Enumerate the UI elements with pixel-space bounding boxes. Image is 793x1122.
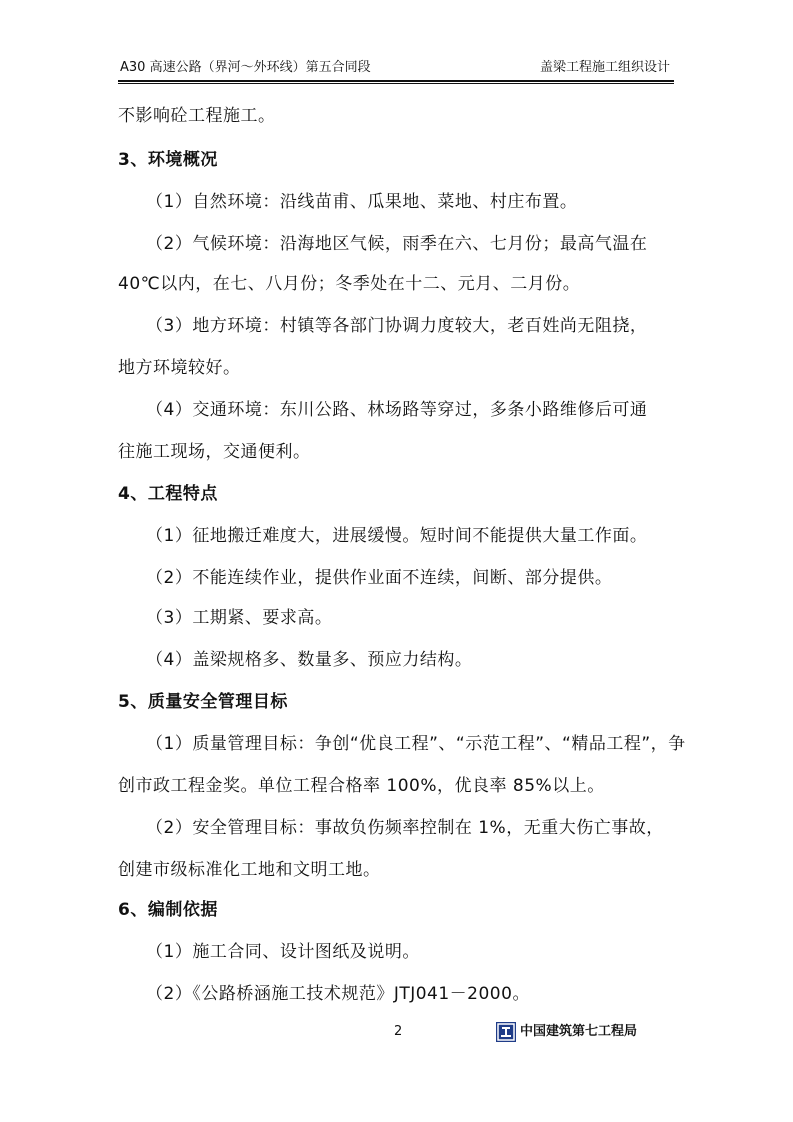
section-heading-environment: 3、环境概况: [118, 150, 218, 170]
header-document-title: 盖梁工程施工组织设计: [539, 60, 670, 75]
body-line: （1）施工合同、设计图纸及说明。: [146, 942, 420, 962]
body-line: 不影响砼工程施工。: [118, 106, 276, 126]
body-line: 往施工现场，交通便利。: [118, 442, 311, 462]
body-line: （2）气候环境：沿海地区气候，雨季在六、七月份；最高气温在: [146, 234, 648, 254]
body-line: （4）交通环境：东川公路、林场路等穿过，多条小路维修后可通: [146, 400, 648, 420]
header-project-title: A30 高速公路（界河～外环线）第五合同段: [120, 60, 371, 75]
body-line: （2）《公路桥涵施工技术规范》JTJ041－2000。: [146, 984, 530, 1004]
section-heading-features: 4、工程特点: [118, 484, 218, 504]
section-heading-basis: 6、编制依据: [118, 900, 218, 920]
body-line: （4）盖梁规格多、数量多、预应力结构。: [146, 650, 473, 670]
page-number: 2: [394, 1024, 403, 1039]
body-line: 地方环境较好。: [118, 358, 241, 378]
body-line: 创建市级标准化工地和文明工地。: [118, 860, 381, 880]
body-line: （2）安全管理目标：事故负伤频率控制在 1%，无重大伤亡事故，: [146, 818, 664, 838]
company-logo-icon: [496, 1022, 516, 1042]
body-line: 创市政工程金奖。单位工程合格率 100%，优良率 85%以上。: [118, 776, 605, 796]
company-name: 中国建筑第七工程局: [520, 1024, 638, 1039]
body-line: （1）质量管理目标：争创“优良工程”、“示范工程”、“精品工程”，争: [146, 734, 686, 754]
body-line: （1）征地搬迁难度大，进展缓慢。短时间不能提供大量工作面。: [146, 526, 648, 546]
body-line: （3）地方环境：村镇等各部门协调力度较大，老百姓尚无阻挠，: [146, 316, 648, 336]
body-line: 40℃以内，在七、八月份；冬季处在十二、元月、二月份。: [118, 274, 581, 294]
body-line: （2）不能连续作业，提供作业面不连续，间断、部分提供。: [146, 568, 613, 588]
page-header: [118, 58, 674, 82]
body-line: （3）工期紧、要求高。: [146, 608, 333, 628]
section-heading-goals: 5、质量安全管理目标: [118, 692, 288, 712]
header-divider: [118, 83, 674, 84]
body-line: （1）自然环境：沿线苗甫、瓜果地、菜地、村庄布置。: [146, 192, 578, 212]
